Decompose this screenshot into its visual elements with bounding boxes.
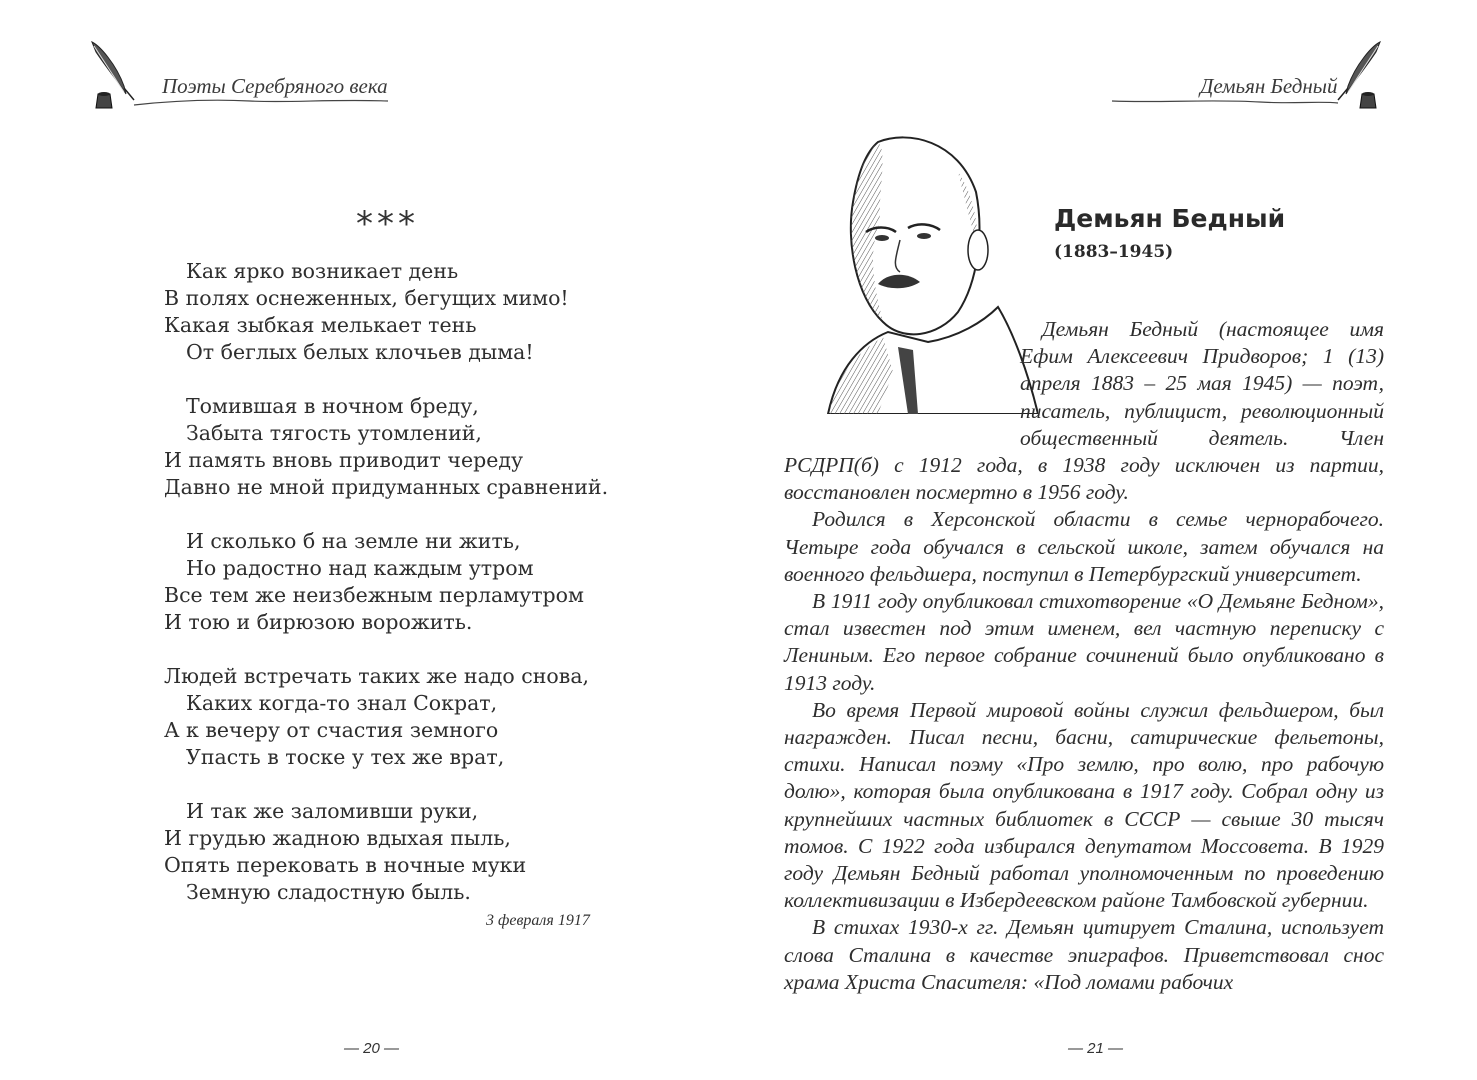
poem-line: Как ярко возникает день [186, 259, 459, 283]
page-number: — 20 — [344, 1040, 400, 1057]
poem-stanza [164, 528, 614, 636]
bio-paragraph: В стихах 1930-х гг. Демьян цитирует Сталина, использует слова Сталина в качестве эпиграфов. Приветствовал снос храма Христа Спасителя: «Под ломами рабочих [784, 915, 1384, 994]
author-years: (1883–1945) [1054, 242, 1174, 262]
biography [784, 316, 1384, 996]
poem-line: И тою и бирюзою ворожить. [164, 610, 473, 634]
poem-stanza [164, 258, 614, 366]
poem-line: И так же заломивши руки, [186, 799, 479, 823]
running-head: Поэты Серебряного века [162, 74, 388, 98]
bio-paragraph: В 1911 году опубликовал стихотворение «О Демьяне Бедном», стал известен под этим именем, вел частную переписку с Лениным. Его первое собрание сочинений было опубликовано в 1913 году. [784, 589, 1384, 695]
poem-line: А к вечеру от счастия земного [164, 718, 499, 742]
bio-lead-text: Демьян Бедный (настоящее имя Ефим Алексеевич Придворов; 1 (13) апреля 1883 – 25 мая 1945) — поэт, писатель, публицист, революционный общественный деятель. Член РСДРП(б) с 1912 года, в 1938 году исключен из партии, восстановлен посмертно в 1956 году. [784, 317, 1384, 505]
poem [164, 258, 614, 933]
poem-separator: *** [356, 204, 419, 244]
portrait-wrap-space [784, 316, 1020, 428]
poem-line: Людей встречать таких же надо снова, [164, 664, 590, 688]
poem-stanza [164, 663, 614, 771]
poem-stanza [164, 393, 614, 501]
poem-line: И сколько б на земле ни жить, [186, 529, 521, 553]
poem-line: Какая зыбкая мелькает тень [164, 313, 477, 337]
author-name: Демьян Бедный [1054, 204, 1286, 233]
bio-paragraph: Во время Первой мировой войны служил фельдшером, был награжден. Писал песни, басни, сатирические фельетоны, стихи. Написал поэму «Про землю, про волю, про рабочую долю», которая была опубликована в 1917 году. Собрал одну из крупнейших частных библиотек в СССР — свыше 30 тысяч томов. С 1922 года избирался депутатом Моссовета. В 1929 году Демьян Бедный работал уполномоченным по проведению коллективизации в Избердеевском районе Тамбовской губернии. [784, 697, 1384, 913]
poem-date: 3 февраля 1917 [486, 912, 590, 929]
poem-line: И грудью жадною вдыхая пыль, [164, 826, 511, 850]
poem-line: Каких когда-то знал Сократ, [186, 691, 498, 715]
right-page [738, 0, 1477, 1080]
page-number: — 21 — [1068, 1040, 1124, 1057]
quill-inkwell-icon [1328, 36, 1388, 116]
poem-line: Давно не мной придуманных сравнений. [164, 475, 609, 499]
poem-line: Упасть в тоске у тех же врат, [186, 745, 505, 769]
left-page [0, 0, 738, 1080]
poem-line: Забыта тягость утомлений, [186, 421, 482, 445]
poem-line: От беглых белых клочьев дыма! [186, 340, 534, 364]
poem-line: И память вновь приводит череду [164, 448, 524, 472]
poem-line: Но радостно над каждым утром [186, 556, 534, 580]
poem-line: Земную сладостную быль. [186, 880, 471, 904]
poem-line: В полях оснеженных, бегущих мимо! [164, 286, 569, 310]
poem-line: Томившая в ночном бреду, [186, 394, 479, 418]
bio-paragraph: Родился в Херсонской области в семье чернорабочего. Четыре года обучался в сельской школе, затем обучался на военного фельдшера, поступил в Петербургский университет. [784, 507, 1384, 586]
poem-line: Опять перековать в ночные муки [164, 853, 527, 877]
poem-stanza [164, 798, 614, 906]
running-head: Демьян Бедный [1200, 74, 1338, 98]
poem-line: Все тем же неизбежным перламутром [164, 583, 584, 607]
